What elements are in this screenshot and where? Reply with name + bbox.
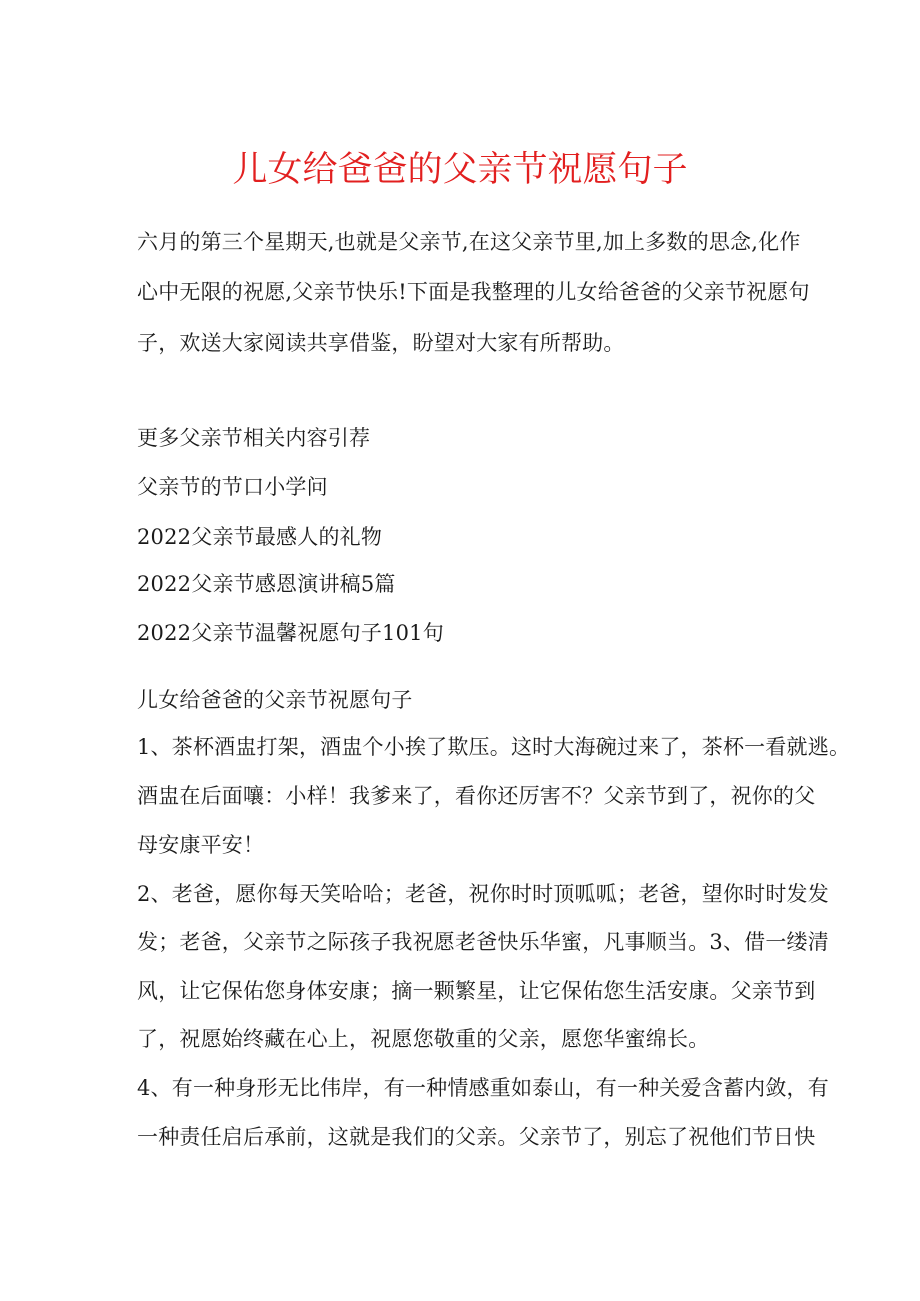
related-link[interactable]: 2022父亲节最感人的礼物 <box>137 525 383 549</box>
intro-line: 心中无限的祝愿,父亲节快乐!下面是我整理的儿女给爸爸的父亲节祝愿句 <box>137 280 810 304</box>
related-heading: 更多父亲节相关内容引荐 <box>137 426 371 450</box>
body-line: 风，让它保佑您身体安康；摘一颗繁星，让它保佑您生活安康。父亲节到 <box>137 979 816 1003</box>
related-link[interactable]: 父亲节的节口小学问 <box>137 475 328 499</box>
body-line: 酒盅在后面嚷：小样！我爹来了，看你还厉害不？父亲节到了，祝你的父 <box>137 784 816 808</box>
body-line: 4、有一种身形无比伟岸，有一种情感重如泰山，有一种关爱含蓄内敛，有 <box>137 1076 829 1100</box>
intro-line: 六月的第三个星期天,也就是父亲节,在这父亲节里,加上多数的思念,化作 <box>137 230 801 254</box>
related-link[interactable]: 2022父亲节感恩演讲稿5篇 <box>137 572 396 596</box>
section-heading: 儿女给爸爸的父亲节祝愿句子 <box>137 688 413 712</box>
body-line: 2、老爸，愿你每天笑哈哈；老爸，祝你时时顶呱呱；老爸，望你时时发发 <box>137 882 829 906</box>
body-line: 一种责任启后承前，这就是我们的父亲。父亲节了，别忘了祝他们节日快 <box>137 1125 816 1149</box>
body-line: 了，祝愿始终藏在心上，祝愿您敬重的父亲，愿您华蜜绵长。 <box>137 1027 710 1051</box>
body-line: 1、茶杯酒盅打架，酒盅个小挨了欺压。这时大海碗过来了，茶杯一看就逃。 <box>137 735 851 759</box>
body-line: 发；老爸，父亲节之际孩子我祝愿老爸快乐华蜜，凡事顺当。3、借一缕清 <box>137 930 829 954</box>
related-link[interactable]: 2022父亲节温馨祝愿句子101句 <box>137 621 444 645</box>
document-title: 儿女给爸爸的父亲节祝愿句子 <box>232 150 688 190</box>
body-line: 母安康平安！ <box>137 833 265 857</box>
intro-line: 子，欢送大家阅读共享借鉴，盼望对大家有所帮助。 <box>137 331 625 355</box>
